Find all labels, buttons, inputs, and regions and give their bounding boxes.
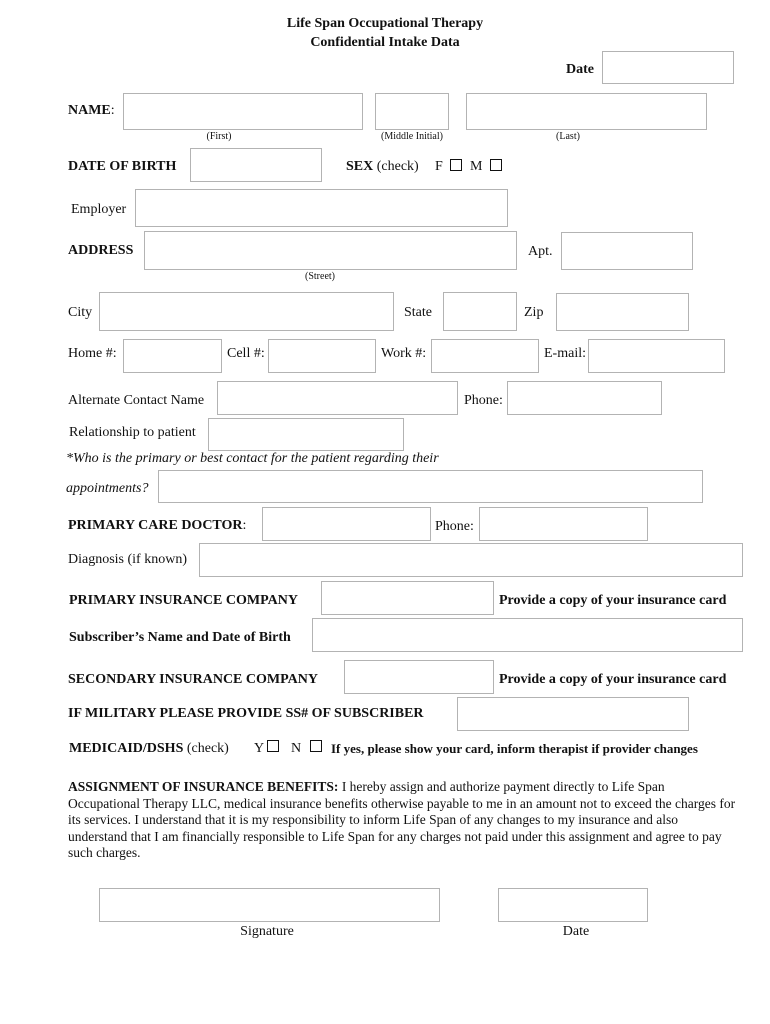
sex-f-label: F xyxy=(435,159,443,174)
medicaid-no-checkbox[interactable] xyxy=(310,740,322,752)
medicaid-label: MEDICAID/DSHS (check) xyxy=(69,741,229,756)
primary-insurance-field[interactable] xyxy=(321,581,494,615)
zip-label: Zip xyxy=(524,305,544,320)
first-caption: (First) xyxy=(206,131,232,142)
street-caption: (Street) xyxy=(305,271,335,282)
pcp-field[interactable] xyxy=(262,507,431,541)
secondary-insurance-label: SECONDARY INSURANCE COMPANY xyxy=(68,672,318,687)
home-phone-field[interactable] xyxy=(123,339,222,373)
sex-m-label: M xyxy=(470,159,483,174)
cell-phone-field[interactable] xyxy=(268,339,376,373)
dob-label: DATE OF BIRTH xyxy=(68,159,177,174)
primary-insurance-label: PRIMARY INSURANCE COMPANY xyxy=(69,593,298,608)
last-name-field[interactable] xyxy=(466,93,707,130)
pcp-label: PRIMARY CARE DOCTOR: xyxy=(68,518,247,533)
provide-card-note: Provide a copy of your insurance card xyxy=(499,593,727,608)
alt-contact-label: Alternate Contact Name xyxy=(68,393,205,408)
state-label: State xyxy=(404,305,432,320)
sex-label: SEX (check) xyxy=(346,159,419,174)
signature-caption: Signature xyxy=(240,924,294,939)
last-caption: (Last) xyxy=(556,131,580,142)
first-name-field[interactable] xyxy=(123,93,363,130)
street-field[interactable] xyxy=(144,231,517,270)
subscriber-field[interactable] xyxy=(312,618,743,652)
zip-field[interactable] xyxy=(556,293,689,331)
form-title: Life Span Occupational Therapy xyxy=(286,16,484,31)
primary-contact-field[interactable] xyxy=(158,470,703,503)
provide-card-note-2: Provide a copy of your insurance card xyxy=(499,672,727,687)
sex-f-checkbox[interactable] xyxy=(450,159,462,171)
home-phone-label: Home #: xyxy=(68,346,117,361)
work-phone-field[interactable] xyxy=(431,339,539,373)
medicaid-n-label: N xyxy=(291,741,302,756)
relationship-label: Relationship to patient xyxy=(69,425,196,440)
signature-date-field[interactable] xyxy=(498,888,648,922)
signature-date-caption: Date xyxy=(562,924,590,939)
dob-field[interactable] xyxy=(190,148,322,182)
medicaid-y-label: Y xyxy=(254,741,265,756)
alt-contact-phone-field[interactable] xyxy=(507,381,662,415)
work-phone-label: Work #: xyxy=(381,346,427,361)
apt-label: Apt. xyxy=(528,244,553,259)
medicaid-note: If yes, please show your card, inform therapist if provider changes xyxy=(331,741,698,756)
email-label: E-mail: xyxy=(544,346,586,361)
state-field[interactable] xyxy=(443,292,517,331)
name-label: NAME: xyxy=(68,103,115,118)
middle-initial-field[interactable] xyxy=(375,93,449,130)
alt-contact-name-field[interactable] xyxy=(217,381,458,415)
diagnosis-label: Diagnosis (if known) xyxy=(68,552,187,567)
diagnosis-field[interactable] xyxy=(199,543,743,577)
pcp-phone-label: Phone: xyxy=(435,519,474,534)
military-ss-field[interactable] xyxy=(457,697,689,731)
secondary-insurance-field[interactable] xyxy=(344,660,494,694)
assignment-heading: ASSIGNMENT OF INSURANCE BENEFITS: xyxy=(68,779,339,794)
subscriber-label: Subscriber’s Name and Date of Birth xyxy=(69,630,291,645)
primary-contact-question: *Who is the primary or best contact for the patient regarding their xyxy=(66,451,439,466)
city-field[interactable] xyxy=(99,292,394,331)
military-label: IF MILITARY PLEASE PROVIDE SS# OF SUBSCRIBER xyxy=(68,706,424,721)
assignment-paragraph xyxy=(68,779,738,862)
address-label: ADDRESS xyxy=(68,243,134,258)
employer-label: Employer xyxy=(71,202,127,217)
city-label: City xyxy=(68,305,93,320)
relationship-field[interactable] xyxy=(208,418,404,451)
alt-phone-label: Phone: xyxy=(464,393,503,408)
form-subtitle: Confidential Intake Data xyxy=(310,35,460,50)
sex-m-checkbox[interactable] xyxy=(490,159,502,171)
signature-field[interactable] xyxy=(99,888,440,922)
middle-caption: (Middle Initial) xyxy=(381,131,443,142)
employer-field[interactable] xyxy=(135,189,508,227)
assignment-body: I hereby assign and authorize payment directly to Life Span Occupational Therapy LLC, medical insurance benefits otherwise payable to me in an amount not to exceed the charges for its services. I understand that it is my responsibility to inform Life Span of any changes to my insurance and also understand that I am financially responsible to Life Span for any charges not paid under this assignment and agree to pay such charges. xyxy=(68,779,736,861)
email-field[interactable] xyxy=(588,339,725,373)
apt-field[interactable] xyxy=(561,232,693,270)
medicaid-yes-checkbox[interactable] xyxy=(267,740,279,752)
date-label: Date xyxy=(566,62,594,77)
pcp-phone-field[interactable] xyxy=(479,507,648,541)
date-field[interactable] xyxy=(602,51,734,84)
primary-contact-question-2: appointments? xyxy=(66,481,149,496)
cell-phone-label: Cell #: xyxy=(227,346,265,361)
